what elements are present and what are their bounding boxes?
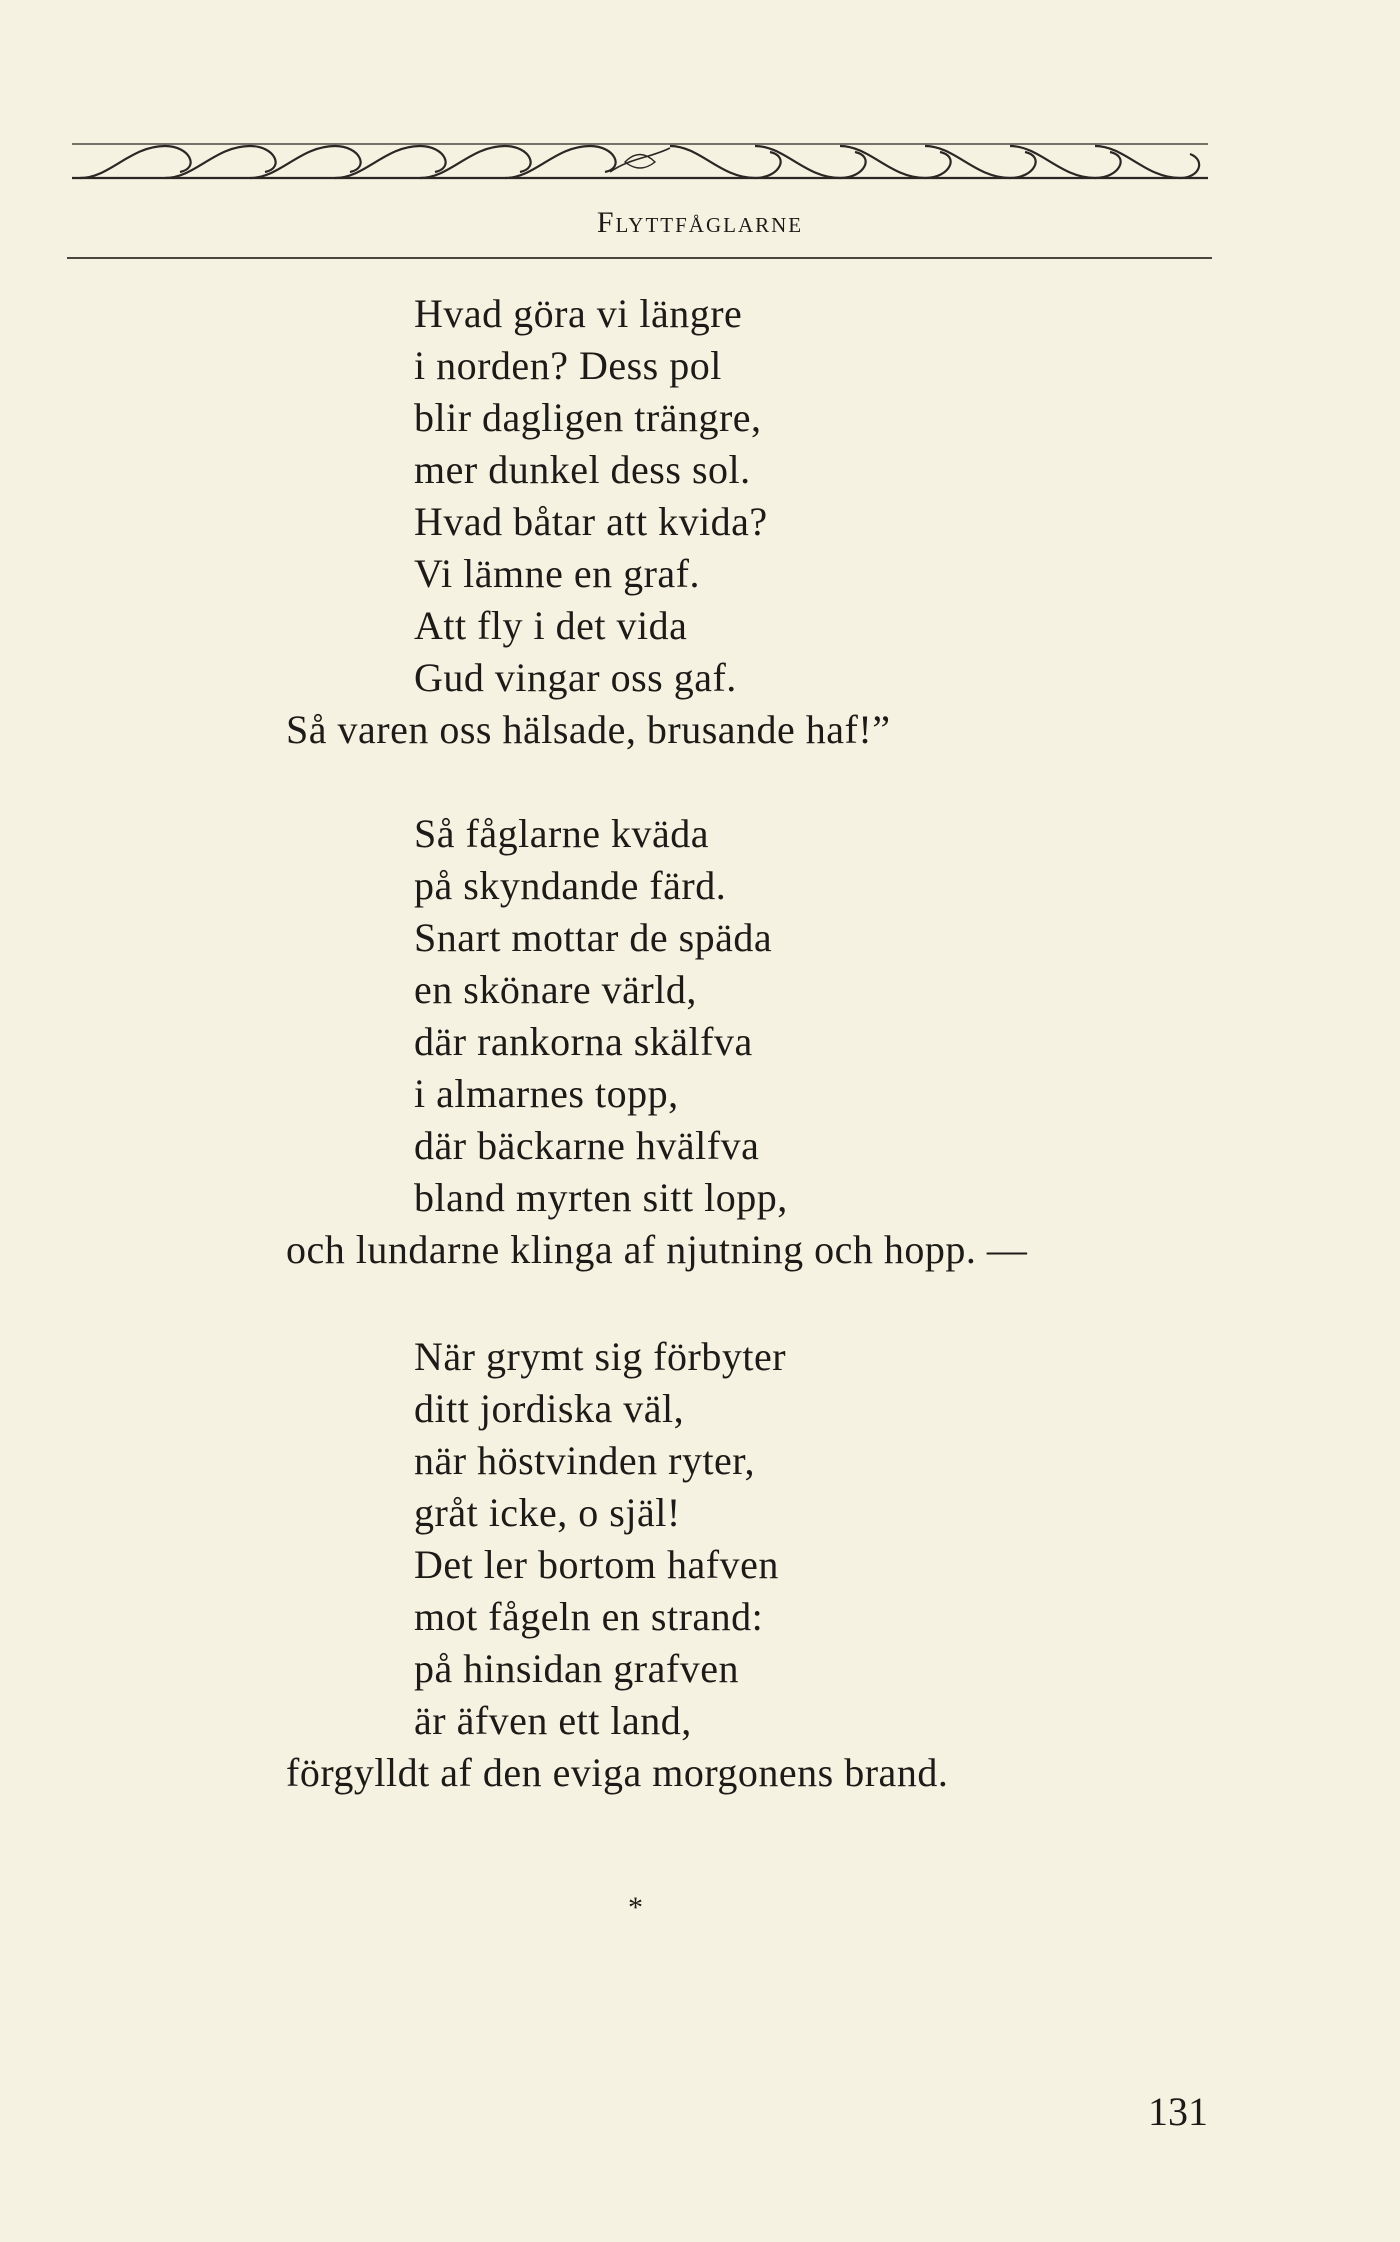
poem-line: gråt icke, o själ! xyxy=(414,1490,681,1535)
poem-line: mot fågeln en strand: xyxy=(414,1594,764,1639)
poem-line: där bäckarne hvälfva xyxy=(414,1123,760,1168)
poem-line: och lundarne klinga af njutning och hopp. — xyxy=(286,1227,1028,1272)
poem-line: Snart mottar de späda xyxy=(414,915,773,960)
poem-line: Så varen oss hälsade, brusande haf!” xyxy=(286,707,891,752)
poem-line: När grymt sig förbyter xyxy=(414,1334,787,1379)
poem-line: i norden? Dess pol xyxy=(414,343,722,388)
page-number: 131 xyxy=(1148,2089,1208,2134)
poem-line: Att fly i det vida xyxy=(414,603,688,648)
poem-line: Det ler bortom hafven xyxy=(414,1542,779,1587)
poem-line: en skönare värld, xyxy=(414,967,697,1012)
poem-line: när höstvinden ryter, xyxy=(414,1438,756,1483)
poem-line: där rankorna skälfva xyxy=(414,1019,753,1064)
poem-line: Så fåglarne kväda xyxy=(414,811,710,856)
header-rule xyxy=(67,257,1212,259)
poem-line: Gud vingar oss gaf. xyxy=(414,655,737,700)
poem-line: Hvad båtar att kvida? xyxy=(414,499,768,544)
poem-line: förgylldt af den eviga morgonens brand. xyxy=(286,1750,949,1795)
poem-line: är äfven ett land, xyxy=(414,1698,692,1743)
poem-line: Vi lämne en graf. xyxy=(414,551,700,596)
poem-line: på hinsidan grafven xyxy=(414,1646,739,1691)
poem-line: Hvad göra vi längre xyxy=(414,291,743,336)
running-title: Flyttfåglarne xyxy=(596,206,804,239)
poem-line: mer dunkel dess sol. xyxy=(414,447,751,492)
poem-line: blir dagligen trängre, xyxy=(414,395,762,440)
poem-line: på skyndande färd. xyxy=(414,863,727,908)
poem-line: bland myrten sitt lopp, xyxy=(414,1175,788,1220)
section-end-asterisk: * xyxy=(628,1891,643,1924)
decorative-ornament-band xyxy=(70,138,1210,184)
poem-line: i almarnes topp, xyxy=(414,1071,679,1116)
poem-line: ditt jordiska väl, xyxy=(414,1386,685,1431)
